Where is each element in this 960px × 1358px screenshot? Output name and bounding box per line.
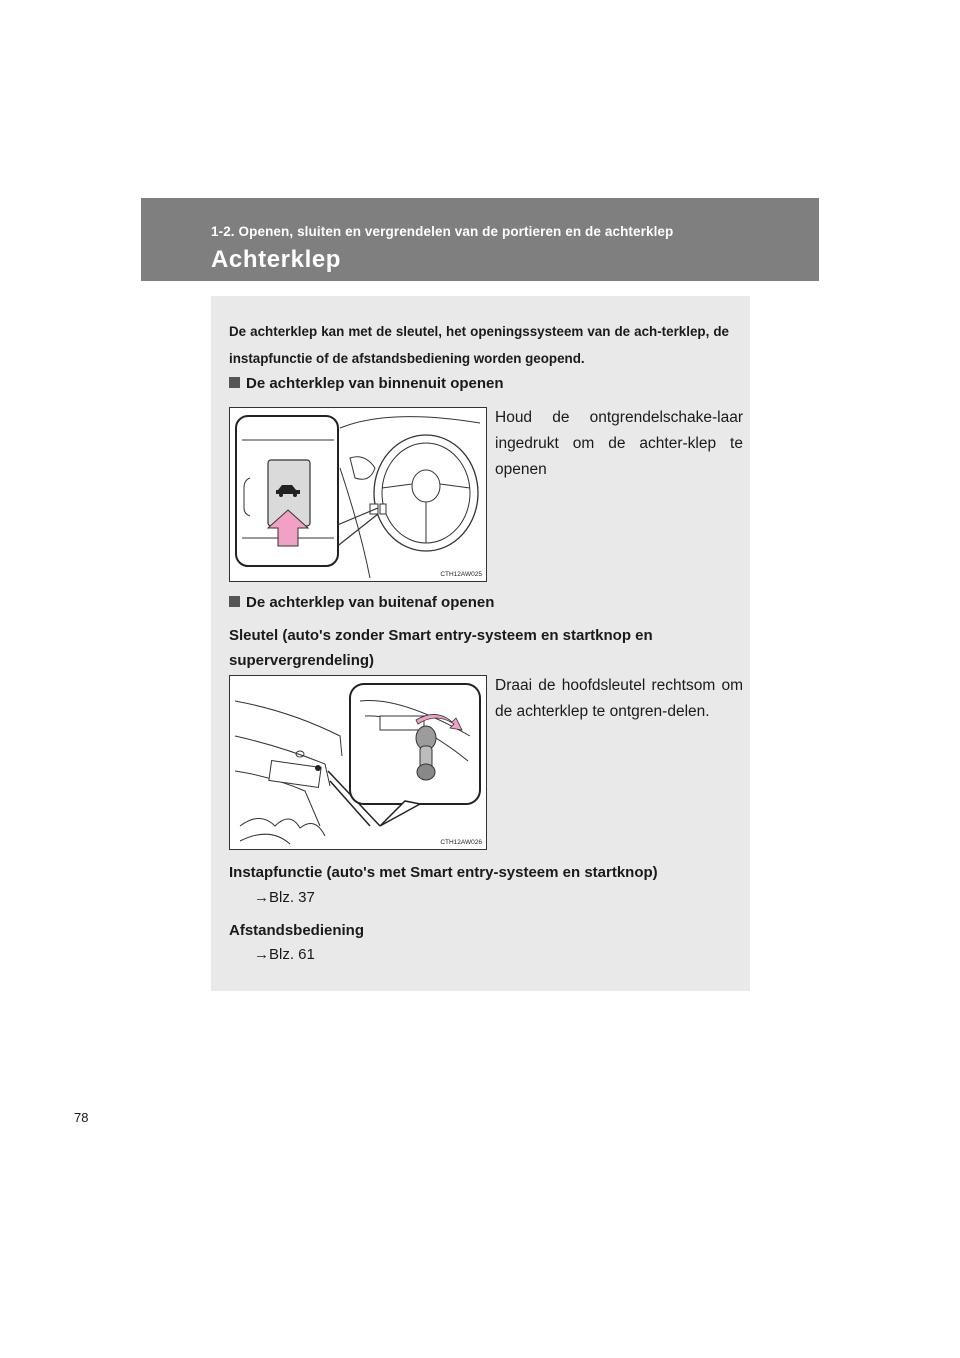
heading-outside bbox=[229, 594, 494, 611]
square-bullet-icon bbox=[229, 377, 240, 388]
page-number: 78 bbox=[74, 1110, 89, 1125]
key-heading: Sleutel (auto's zonder Smart entry-systeem en startknop en supervergrendeling) bbox=[229, 627, 653, 669]
dashboard-illustration bbox=[230, 408, 486, 581]
square-bullet-icon bbox=[229, 596, 240, 607]
page-title: Achterklep bbox=[211, 246, 342, 273]
figure-key-release bbox=[229, 675, 487, 850]
key-description: Draai de hoofdsleutel rechtsom om de achterklep te ontgren-delen. bbox=[495, 677, 743, 720]
heading-outside-label: De achterklep van buitenaf openen bbox=[246, 594, 495, 611]
inside-description: Houd de ontgrendelschake-laar ingedrukt om de achter-klep te openen bbox=[495, 409, 743, 478]
heading-inside-label: De achterklep van binnenuit openen bbox=[246, 375, 504, 392]
figure-code: CTH12AW026 bbox=[440, 839, 482, 846]
figure-code: CTH12AW025 bbox=[440, 571, 482, 578]
intro-text: De achterklep kan met de sleutel, het openingssysteem van de ach-terklep, de instapfunctie of de afstandsbediening worden geopend. bbox=[229, 324, 729, 366]
rear-car-illustration bbox=[230, 676, 486, 849]
figure-inside-release bbox=[229, 407, 487, 582]
heading-inside bbox=[229, 375, 504, 392]
remote-page-ref[interactable]: →Blz. 61 bbox=[254, 946, 315, 963]
remote-heading: Afstandsbediening bbox=[229, 922, 365, 939]
section-label: 1-2. Openen, sluiten en vergrendelen van de portieren en de achterklep bbox=[211, 224, 674, 239]
entry-heading: Instapfunctie (auto's met Smart entry-systeem en startknop) bbox=[229, 864, 658, 881]
entry-page-ref[interactable]: →Blz. 37 bbox=[254, 889, 315, 906]
